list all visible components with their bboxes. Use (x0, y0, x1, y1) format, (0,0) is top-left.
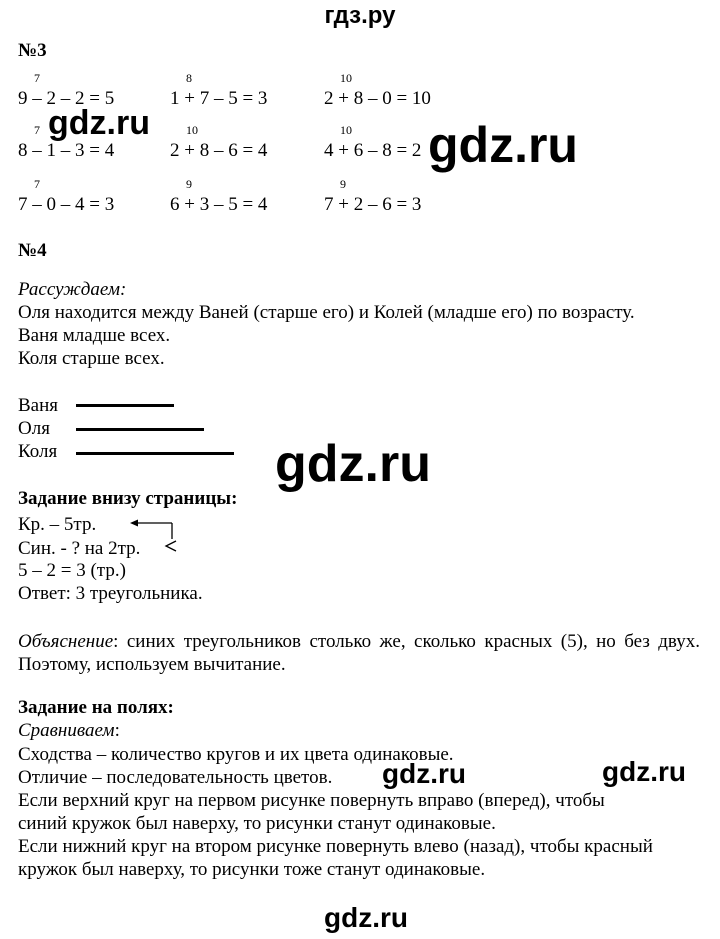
expr-sup: 7 (34, 71, 40, 85)
watermark: gdz.ru (275, 435, 431, 493)
compare-label: Сравниваем (18, 720, 115, 741)
expr: 7 + 2 – 6 = 3 (324, 194, 422, 215)
task4-title: №4 (18, 240, 47, 261)
margin-line: синий кружок был наверху, то рисунки станут одинаковые. (18, 813, 496, 834)
watermark: gdz.ru (602, 756, 686, 787)
compare-heading (18, 720, 120, 742)
margin-line: Если нижний круг на втором рисунке повернуть влево (назад), чтобы красный (18, 836, 653, 857)
expr-sup: 10 (340, 123, 352, 137)
expr: 4 + 6 – 8 = 2 (324, 140, 422, 161)
age-bar-olya (76, 428, 204, 431)
expr: 8 – 1 – 3 = 4 (18, 140, 115, 161)
expr-sup: 9 (186, 177, 192, 191)
expr: 6 + 3 – 5 = 4 (170, 194, 268, 215)
bottom-task-line: Кр. – 5тр. (18, 514, 97, 535)
age-bar-kolya (76, 452, 234, 455)
watermark: gdz.ru (324, 902, 408, 933)
watermark: gdz.ru (428, 117, 578, 173)
reason-line: Оля находится между Ваней (старше его) и Колей (младше его) по возрасту. (18, 302, 635, 323)
watermark: gdz.ru (48, 104, 150, 142)
expr-sup: 10 (186, 123, 198, 137)
site-header: гдз.ру (324, 2, 396, 29)
expr-sup: 9 (340, 177, 346, 191)
reason-line: Ваня младше всех. (18, 325, 171, 346)
age-bar-vanya (76, 404, 174, 407)
margin-task-title: Задание на полях: (18, 697, 174, 718)
age-label-olya: Оля (18, 418, 50, 439)
margin-line: кружок был наверху, то рисунки тоже станут одинаковые. (18, 859, 486, 880)
expr: 1 + 7 – 5 = 3 (170, 88, 268, 109)
age-label-kolya: Коля (18, 441, 58, 462)
watermark: gdz.ru (382, 758, 466, 789)
bottom-task-line: 5 – 2 = 3 (тр.) (18, 560, 126, 581)
margin-line: Сходства – количество кругов и их цвета одинаковые. (18, 744, 454, 765)
expr-sup: 8 (186, 71, 192, 85)
explanation-paragraph (18, 630, 700, 676)
expr: 9 – 2 – 2 = 5 (18, 88, 115, 109)
explanation-label: Объяснение (18, 631, 114, 652)
margin-line: Если верхний круг на первом рисунке повернуть вправо (вперед), чтобы (18, 790, 605, 811)
reason-line: Коля старше всех. (18, 348, 165, 369)
explanation-text: : синих треугольников столько же, сколько красных (5), но без двух. Поэтому, используем вычитание. (18, 631, 700, 675)
expr-sup: 10 (340, 71, 352, 85)
answer-line: Ответ: 3 треугольника. (18, 583, 203, 604)
margin-line: Отличие – последовательность цветов. (18, 767, 333, 788)
expr: 7 – 0 – 4 = 3 (18, 194, 115, 215)
bottom-task-title: Задание внизу страницы: (18, 488, 238, 509)
reason-label: Рассуждаем: (18, 279, 127, 300)
task3-title: №3 (18, 40, 47, 61)
bottom-task-line: Син. - ? на 2тр. (18, 538, 141, 559)
expr: 2 + 8 – 6 = 4 (170, 140, 268, 161)
age-label-vanya: Ваня (18, 395, 59, 416)
compare-colon: : (114, 720, 120, 741)
comparison-arrow-icon (128, 517, 182, 553)
expr-sup: 7 (34, 123, 40, 137)
expr: 2 + 8 – 0 = 10 (324, 88, 431, 109)
expr-sup: 7 (34, 177, 40, 191)
